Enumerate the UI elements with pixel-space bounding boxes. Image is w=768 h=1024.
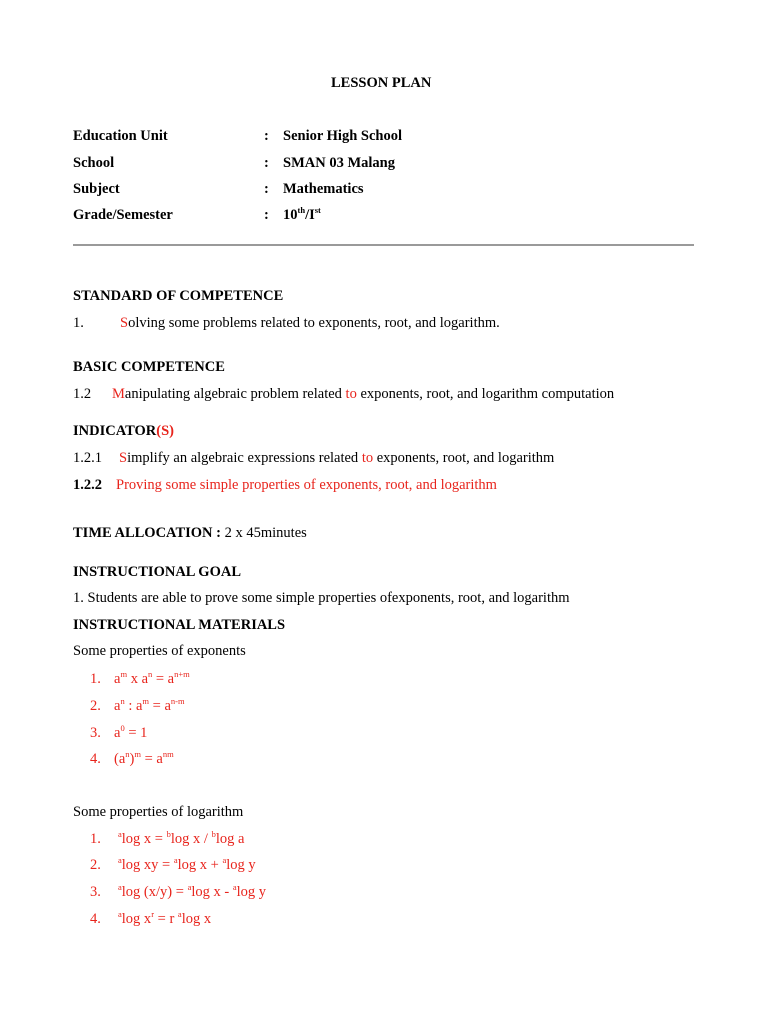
colon: :: [264, 128, 269, 144]
indicator-item-number: 1.2.1: [73, 450, 102, 466]
time-allocation: TIME ALLOCATION : 2 x 45minutes: [73, 525, 307, 541]
logarithm-item-number: 4.: [90, 911, 101, 927]
basic-competence-heading: BASIC COMPETENCE: [73, 359, 225, 375]
logarithm-formula: $^a$log $x^r = r$ $^a$log x: [118, 909, 212, 927]
exponent-formula: $a^n$ : $a^m = a^{n-m}$: [114, 696, 185, 714]
exponent-item-number: 3.: [90, 725, 101, 741]
education-unit-label: Education Unit: [73, 128, 168, 144]
standard-item-number: 1.: [73, 315, 84, 331]
instructional-goal-item: 1. Students are able to prove some simple properties ofexponents, root, and logarithm: [73, 590, 570, 606]
page-title: LESSON PLAN: [331, 75, 432, 91]
logarithm-formula: $^a$log xy = $^a$log x + $^a$log y: [118, 855, 256, 873]
exponents-intro: Some properties of exponents: [73, 643, 246, 659]
indicator-heading: INDICATOR(S): [73, 423, 174, 439]
colon: :: [264, 155, 269, 171]
horizontal-divider: [73, 244, 694, 246]
grade-value: 10th/Ist: [283, 205, 321, 223]
standard-item-text: Solving some problems related to exponents, root, and logarithm.: [120, 315, 500, 331]
subject-label: Subject: [73, 181, 120, 197]
exponent-formula: $(a^n)^m = a^{nm}$: [114, 749, 174, 767]
standard-heading: STANDARD OF COMPETENCE: [73, 288, 284, 304]
education-unit-value: Senior High School: [283, 128, 402, 144]
logarithm-intro: Some properties of logarithm: [73, 804, 244, 820]
logarithm-item-number: 1.: [90, 831, 101, 847]
instructional-materials-heading: INSTRUCTIONAL MATERIALS: [73, 617, 286, 633]
logarithm-item-number: 2.: [90, 857, 101, 873]
exponent-item-number: 4.: [90, 751, 101, 767]
subject-value: Mathematics: [283, 181, 364, 197]
basic-item-number: 1.2: [73, 386, 92, 402]
school-label: School: [73, 155, 115, 171]
logarithm-formula: $^a$log x = $^b$log x / $^b$log a: [118, 829, 245, 847]
exponent-formula: $a^m$ x $a^n = a^{n+m}$: [114, 669, 190, 687]
indicator-item-text: Proving some simple properties of exponents, root, and logarithm: [116, 477, 497, 493]
logarithm-item-number: 3.: [90, 884, 101, 900]
instructional-goal-heading: INSTRUCTIONAL GOAL: [73, 564, 241, 580]
indicator-item-text: Simplify an algebraic expressions related to exponents, root, and logarithm: [119, 450, 555, 466]
colon: :: [264, 207, 269, 223]
exponent-item-number: 1.: [90, 671, 101, 687]
grade-label: Grade/Semester: [73, 207, 173, 223]
indicator-item-number: 1.2.2: [73, 477, 102, 493]
school-value: SMAN 03 Malang: [283, 155, 395, 171]
basic-item-text: Manipulating algebraic problem related to exponents, root, and logarithm computation: [112, 386, 615, 402]
colon: :: [264, 181, 269, 197]
logarithm-formula: $^a$log (x/y) = $^a$log x - $^a$log y: [118, 882, 267, 900]
exponent-item-number: 2.: [90, 698, 101, 714]
exponent-formula: $a^0 = 1$: [114, 723, 148, 741]
